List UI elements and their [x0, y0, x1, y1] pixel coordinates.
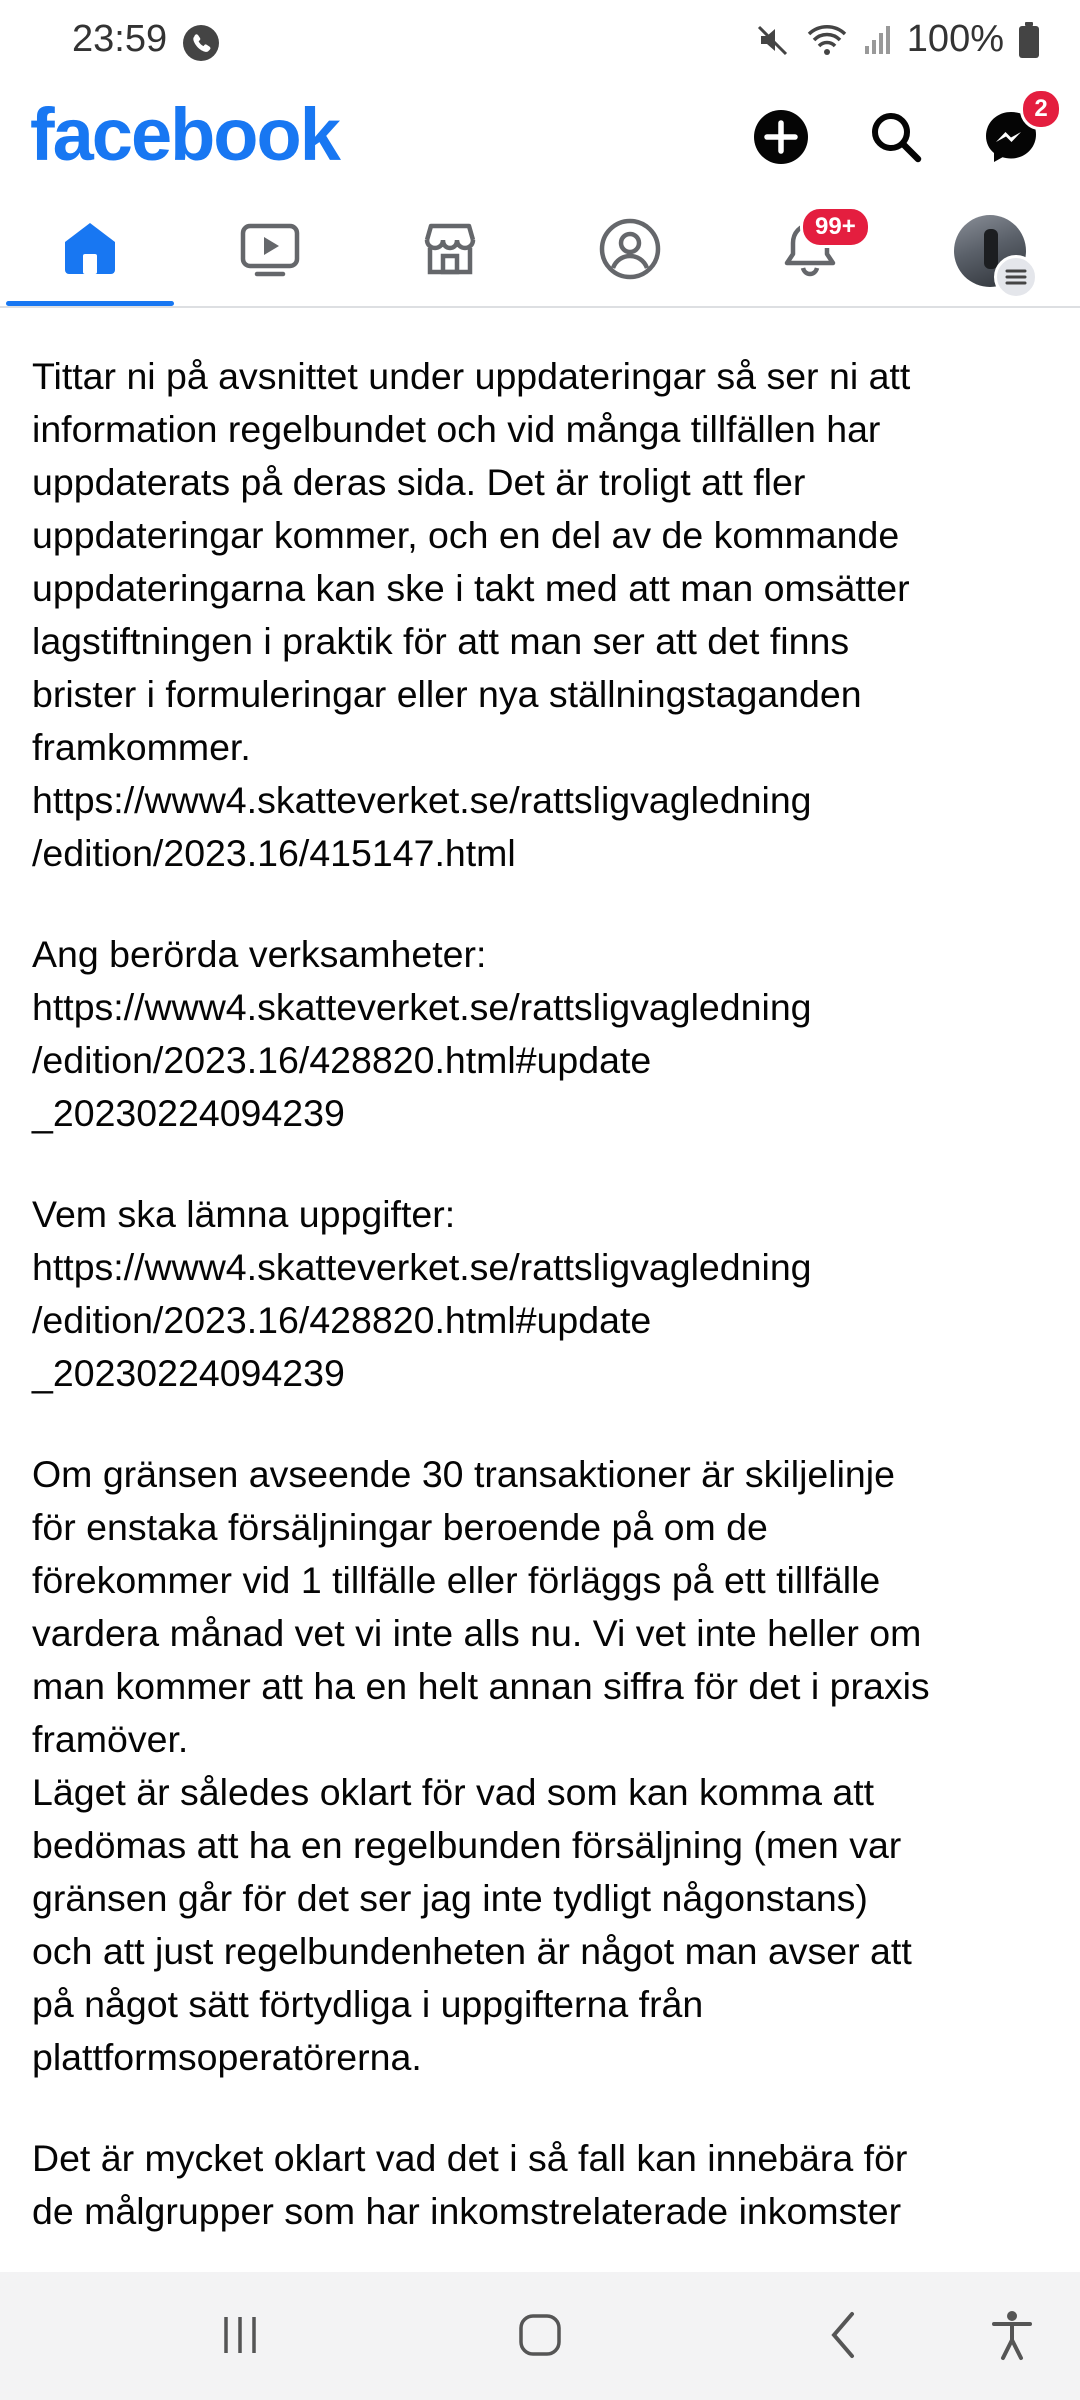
- signal-icon: [863, 22, 893, 58]
- content-paragraph-2: Ang berörda verksamheter: https://www4.skatteverket.se/rattsligvagledning /edition/2023.16/428820.html#update _20230224094239: [32, 933, 812, 1134]
- profile-icon: [598, 217, 662, 286]
- tab-menu[interactable]: [906, 198, 1074, 304]
- call-icon: [182, 24, 220, 62]
- tab-bar: [0, 198, 1080, 308]
- home-nav-button[interactable]: [500, 2302, 580, 2372]
- search-button[interactable]: [857, 100, 935, 178]
- tab-profile[interactable]: [546, 198, 714, 304]
- battery-percent: 100%: [906, 18, 1004, 60]
- content-paragraph-3: Vem ska lämna uppgifter: https://www4.skatteverket.se/rattsligvagledning /edition/2023.16/428820.html#update _20230224094239: [32, 1193, 812, 1394]
- create-button[interactable]: [742, 100, 820, 178]
- video-icon: [239, 218, 301, 285]
- facebook-logo[interactable]: facebook: [30, 93, 339, 176]
- status-icons: [755, 18, 1040, 61]
- post-comment-content: [32, 350, 1052, 2286]
- battery-icon: [1018, 21, 1040, 59]
- accessibility-button[interactable]: [972, 2302, 1052, 2372]
- content-paragraph-1: Tittar ni på avsnittet under uppdateringar så ser ni att information regelbundet och vid många tillfällen har uppdaterats på deras sida. Det är troligt att fler uppdateringar kommer, och en del av de kommande uppdateringarna kan ske i takt med att man omsätter lagstiftningen i praktik för att man ser att det finns brister i formuleringar eller nya ställningstaganden framkommer. https://www4.skatteverket.se/rattsligvagledning /edition/2023.16/415147.html: [32, 355, 911, 874]
- tab-video[interactable]: [186, 198, 354, 304]
- back-button[interactable]: [804, 2302, 884, 2372]
- home-icon: [59, 218, 121, 285]
- back-icon: [824, 2310, 864, 2365]
- recents-icon: [218, 2313, 262, 2362]
- status-time: 23:59: [72, 18, 168, 60]
- notifications-badge: 99+: [800, 206, 871, 248]
- app-header: [0, 88, 1080, 198]
- search-icon: [867, 108, 925, 171]
- content-paragraph-5: Det är mycket oklart vad det i så fall kan innebära för de målgrupper som har inkomstrelaterade inkomster: [32, 2137, 908, 2232]
- accessibility-icon: [990, 2309, 1034, 2366]
- content-paragraph-4: Om gränsen avseende 30 transaktioner är skiljelinje för enstaka försäljningar beroende på om de förekommer vid 1 tillfälle eller förläggs på ett tillfälle vardera månad vet vi inte alls nu. Vi vet inte heller om man kommer att ha en helt annan siffra för det i praxis framöver. Läget är således oklart för vad som kan komma att bedömas att ha en regelbunden försäljning (men var gränsen går för det ser jag inte tydligt någonstans) och att just regelbundenheten är något man avser att på något sätt förtydliga i uppgifterna från plattformsoperatörerna.: [32, 1453, 930, 2078]
- tab-home[interactable]: [6, 198, 174, 304]
- recents-button[interactable]: [200, 2302, 280, 2372]
- avatar: [954, 215, 1026, 287]
- plus-icon: [752, 108, 810, 171]
- wifi-icon: [805, 22, 849, 58]
- marketplace-icon: [419, 218, 481, 285]
- mute-icon: [755, 22, 791, 58]
- status-bar: [0, 0, 1080, 88]
- messenger-badge: 2: [1020, 88, 1062, 130]
- home-button-icon: [517, 2312, 563, 2363]
- tab-marketplace[interactable]: [366, 198, 534, 304]
- menu-icon: [994, 255, 1038, 299]
- system-nav-bar: [0, 2272, 1080, 2400]
